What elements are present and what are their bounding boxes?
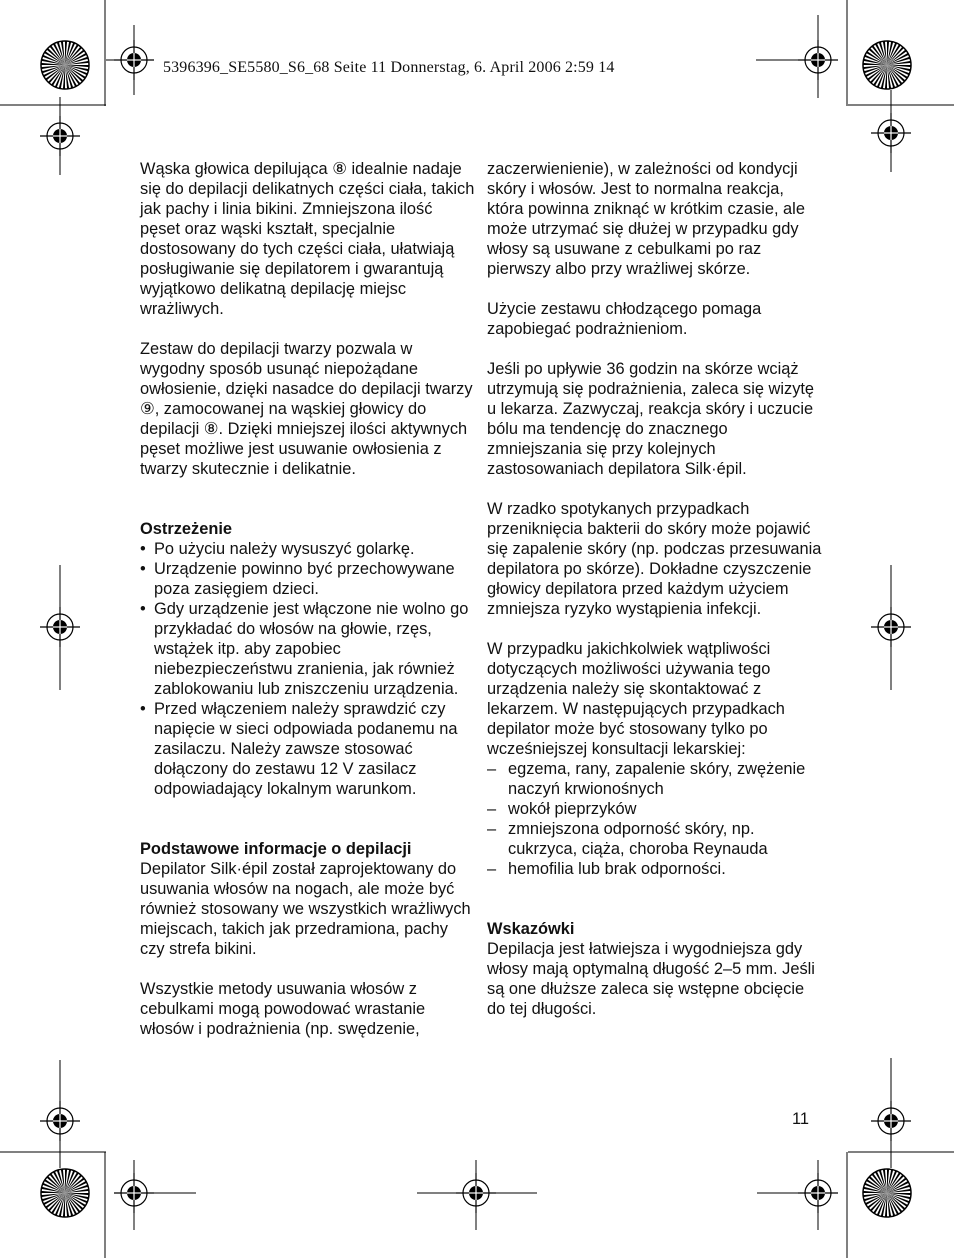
registration-mark-icon	[871, 113, 911, 153]
registration-mark-icon	[798, 1173, 838, 1213]
registration-mark-icon	[456, 1173, 496, 1213]
star-target-icon	[863, 1169, 911, 1217]
condition-item: – hemofilia lub brak odporności.	[487, 859, 822, 879]
registration-mark-icon	[798, 40, 838, 80]
doctor-visit-paragraph: Jeśli po upływie 36 godzin na skórze wciąż utrzymują się podrażnienia, zaleca się wizytę u lekarza. Zazwyczaj, reakcja skóry i uczucie bólu ma tendencję do znacznego zmniejszania się przy kolejnych zastosowaniach depilatora Silk·épil.	[487, 360, 815, 478]
basics-heading: Podstawowe informacje o depilacji	[140, 840, 412, 858]
condition-item: – zmniejszona odporność skóry, np. cukrzyca, ciąża, choroba Reynauda	[487, 819, 822, 859]
basics-paragraph: Wszystkie metody usuwania włosów z cebulkami mogą powodować wrastanie włosów i podrażnienia (np. swędzenie,	[140, 980, 426, 1038]
narrow-head-paragraph: Wąska głowica depilująca ⑧ idealnie nadaje się do depilacji delikatnych części ciała, takich jak pachy i linia bikini. Zmniejszona ilość pęset oraz wąski kształt, specjalnie dostosowany do tych części ciała, ułatwiają posługiwanie się depilatorem i gwarantują wyjątkowo delikatną depilację miejsc wrażliwych.	[140, 160, 475, 318]
basics-paragraph: Depilator Silk·épil został zaprojektowany do usuwania włosów na nogach, ale może być również stosowany we wszystkich wrażliwych miejscach, takich jak przedramiona, pachy czy strefa bikini.	[140, 860, 471, 958]
registration-mark-icon	[40, 116, 80, 156]
print-slug-line: 5396396_SE5580_S6_68 Seite 11 Donnerstag, 6. April 2006 2:59 14	[163, 59, 615, 76]
star-target-icon	[863, 41, 911, 89]
left-column	[140, 159, 475, 1039]
warning-item: • Przed włączeniem należy sprawdzić czy napięcie w sieci odpowiada podanemu na zasilaczu. Należy zawsze stosować dołączony do zestawu 12 V zasilacz odpowiadający lokalnym warunkom.	[140, 699, 475, 799]
facial-set-paragraph: Zestaw do depilacji twarzy pozwala w wygodny sposób usunąć niepożądane owłosienie, dzięki nasadce do depilacji twarzy ⑨, zamocowanej na wąskiej głowicy do depilacji ⑧. Dzięki mniejszej ilości aktywnych pęset możliwe jest usuwanie owłosienia z twarzy skutecznie i delikatnie.	[140, 340, 473, 478]
condition-item: – egzema, rany, zapalenie skóry, zwężenie naczyń krwionośnych	[487, 759, 822, 799]
page-number: 11	[792, 1110, 810, 1128]
warning-heading: Ostrzeżenie	[140, 520, 233, 538]
registration-mark-icon	[40, 607, 80, 647]
warning-item: • Gdy urządzenie jest włączone nie wolno go przykładać do włosów na głowie, rzęs, wstążek itp. aby zapobiec niebezpieczeństwu zranienia, jak również zablokowaniu lub zniszczeniu urządzenia.	[140, 599, 475, 699]
cooling-set-paragraph: Użycie zestawu chłodzącego pomaga zapobiegać podrażnieniom.	[487, 300, 762, 338]
tips-heading: Wskazówki	[487, 920, 575, 938]
right-column	[487, 159, 822, 1019]
skin-reaction-paragraph: zaczerwienienie), w zależności od kondycji skóry i włosów. Jest to normalna reakcja, która powinna zniknąć w krótkim czasie, ale może utrzymać się dłużej w przypadku gdy włosy są usuwane z cebulkami po raz pierwszy albo przy wrażliwej skórze.	[487, 160, 805, 278]
infection-paragraph: W rzadko spotykanych przypadkach przeniknięcia bakterii do skóry może pojawić się zapalenie skóry (np. podczas przesuwania depilatora po skórze). Dokładne czyszczenie głowicy depilatora przed każdym użyciem zmniejsza ryzyko wystąpienia infekcji.	[487, 500, 822, 618]
registration-mark-icon	[114, 1173, 154, 1213]
condition-item: – wokół pieprzyków	[487, 799, 822, 819]
tips-paragraph: Depilacja jest łatwiejsza i wygodniejsza gdy włosy mają optymalną długość 2–5 mm. Jeśli są one dłuższe zaleca się wstępne obcięcie do tej długości.	[487, 940, 815, 1018]
registration-mark-icon	[114, 40, 154, 80]
registration-mark-icon	[40, 1101, 80, 1141]
consult-doctor-paragraph: W przypadku jakichkolwiek wątpliwości dotyczących możliwości używania tego urządzenia należy się skontaktować z lekarzem. W następujących przypadkach depilator może być stosowany tylko po wcześniejszej konsultacji lekarskiej:	[487, 640, 785, 758]
warning-item: • Urządzenie powinno być przechowywane poza zasięgiem dzieci.	[140, 559, 475, 599]
star-target-icon	[41, 41, 89, 89]
registration-mark-icon	[871, 1101, 911, 1141]
warning-item: • Po użyciu należy wysuszyć golarkę.	[140, 539, 475, 559]
star-target-icon	[41, 1169, 89, 1217]
registration-mark-icon	[871, 607, 911, 647]
